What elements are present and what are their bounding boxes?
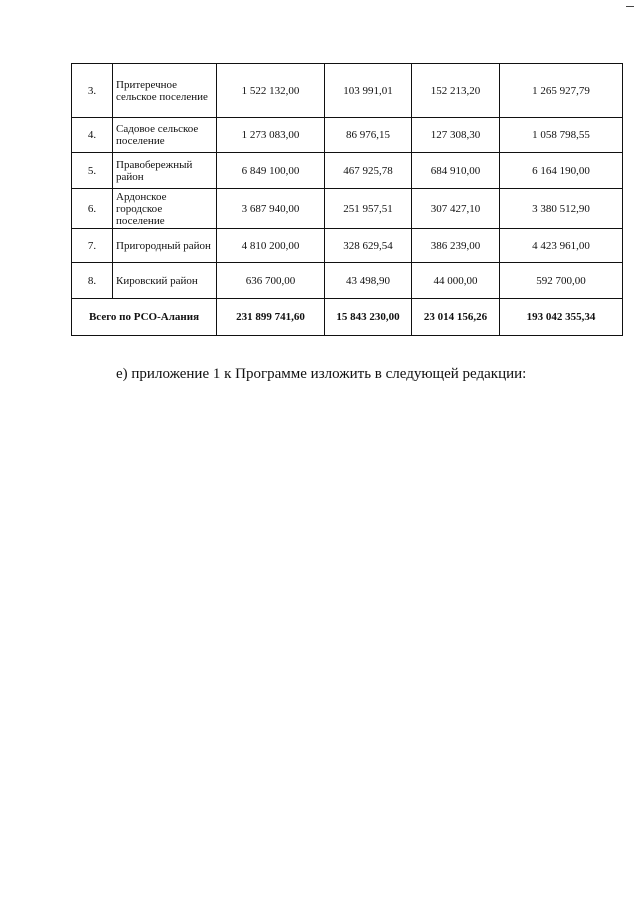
value-col3: 127 308,30: [412, 118, 500, 153]
value-col3: 386 239,00: [412, 229, 500, 263]
value-col4: 592 700,00: [500, 263, 623, 299]
page-edge-mark: [626, 6, 634, 7]
value-col4: 1 265 927,79: [500, 64, 623, 118]
total-row: [72, 299, 623, 336]
budget-table: [71, 63, 623, 336]
value-total: 1 522 132,00: [217, 64, 325, 118]
row-number: 7.: [72, 229, 113, 263]
value-col2: 328 629,54: [325, 229, 412, 263]
value-total: 4 810 200,00: [217, 229, 325, 263]
table-row: [72, 189, 623, 229]
value-col3: 152 213,20: [412, 64, 500, 118]
value-total: 636 700,00: [217, 263, 325, 299]
value-col3: 44 000,00: [412, 263, 500, 299]
row-number: 6.: [72, 189, 113, 229]
value-total: 1 273 083,00: [217, 118, 325, 153]
municipality-name: Пригородный район: [113, 229, 217, 263]
value-total: 3 687 940,00: [217, 189, 325, 229]
total-col2: 15 843 230,00: [325, 299, 412, 336]
row-number: 3.: [72, 64, 113, 118]
row-number: 5.: [72, 153, 113, 189]
total-value: 231 899 741,60: [217, 299, 325, 336]
value-col4: 1 058 798,55: [500, 118, 623, 153]
table-row: [72, 64, 623, 118]
municipality-name: Правобережный район: [113, 153, 217, 189]
value-col4: 6 164 190,00: [500, 153, 623, 189]
value-col2: 251 957,51: [325, 189, 412, 229]
total-col4: 193 042 355,34: [500, 299, 623, 336]
table-row: [72, 263, 623, 299]
value-col4: 3 380 512,90: [500, 189, 623, 229]
value-total: 6 849 100,00: [217, 153, 325, 189]
total-label: Всего по РСО-Алания: [72, 299, 217, 336]
value-col4: 4 423 961,00: [500, 229, 623, 263]
value-col3: 307 427,10: [412, 189, 500, 229]
municipality-name: Кировский район: [113, 263, 217, 299]
municipality-name: Ардонское городское поселение: [113, 189, 217, 229]
total-col3: 23 014 156,26: [412, 299, 500, 336]
value-col3: 684 910,00: [412, 153, 500, 189]
table-row: [72, 118, 623, 153]
amendment-paragraph: е) приложение 1 к Программе изложить в следующей редакции:: [116, 366, 527, 382]
row-number: 4.: [72, 118, 113, 153]
value-col2: 86 976,15: [325, 118, 412, 153]
value-col2: 103 991,01: [325, 64, 412, 118]
value-col2: 467 925,78: [325, 153, 412, 189]
municipality-name: Садовое сельское поселение: [113, 118, 217, 153]
row-number: 8.: [72, 263, 113, 299]
table-row: [72, 229, 623, 263]
table-row: [72, 153, 623, 189]
value-col2: 43 498,90: [325, 263, 412, 299]
municipality-name: Притеречное сельское поселение: [113, 64, 217, 118]
